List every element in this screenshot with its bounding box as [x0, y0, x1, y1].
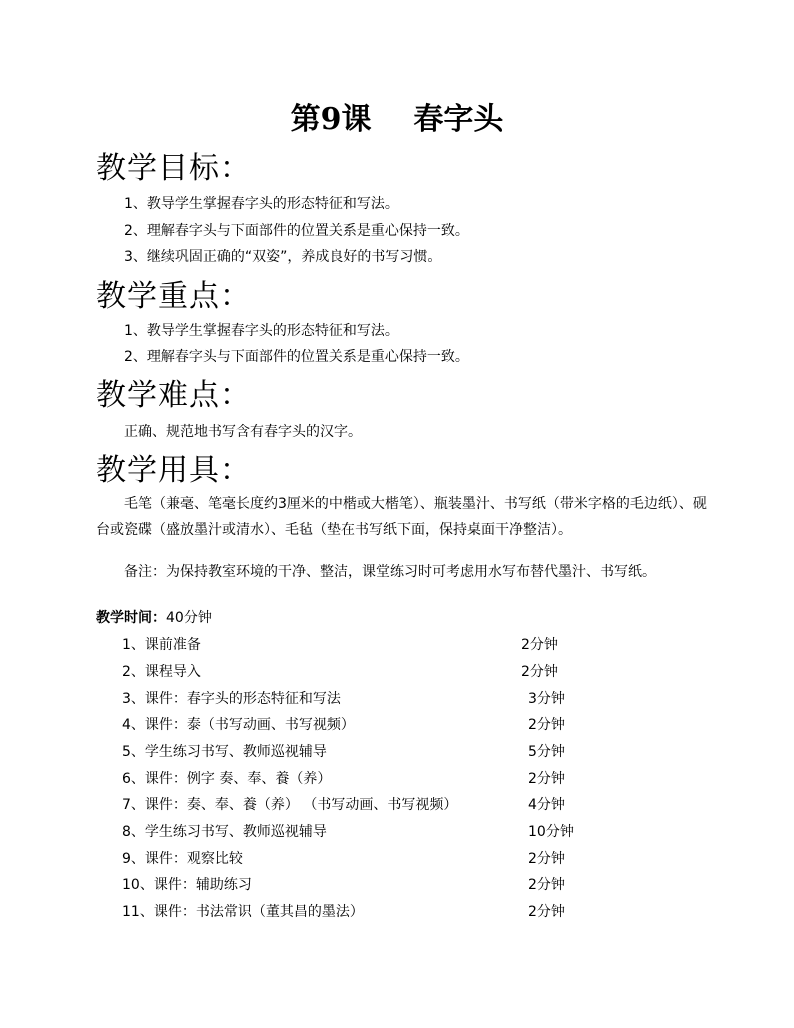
schedule-row	[122, 849, 582, 869]
schedule-duration: 3分钟	[528, 691, 565, 707]
schedule-duration: 2分钟	[528, 851, 565, 867]
schedule-duration: 2分钟	[521, 664, 558, 680]
schedule-row	[122, 902, 582, 922]
key-points-heading: 教学重点：	[96, 279, 251, 314]
schedule-task: 2、课程导入	[122, 664, 201, 680]
schedule-task: 6、课件：例字 奏、奉、養（养）	[122, 771, 332, 787]
schedule-task: 10、课件：辅助练习	[122, 877, 252, 893]
lesson-title: 第9课 春字头	[290, 102, 504, 137]
schedule-task: 7、课件：奏、奉、養（养） （书写动画、书写视频）	[122, 797, 458, 813]
schedule-task: 5、学生练习书写、教师巡视辅导	[122, 744, 327, 760]
difficulties-heading: 教学难点：	[96, 378, 251, 413]
schedule-duration: 2分钟	[528, 904, 565, 920]
schedule-row	[122, 635, 582, 655]
schedule-duration: 2分钟	[528, 771, 565, 787]
schedule-row	[122, 875, 582, 895]
schedule-row	[122, 689, 582, 709]
teaching-time-label: 教学时间：	[96, 610, 166, 626]
tools-note: 备注：为保持教室环境的干净、整洁，课堂练习时可考虑用水写布替代墨汁、书写纸。	[124, 564, 656, 580]
schedule-duration: 2分钟	[528, 877, 565, 893]
schedule-duration: 2分钟	[521, 637, 558, 653]
goal-item-2: 2、理解春字头与下面部件的位置关系是重心保持一致。	[124, 223, 469, 239]
tools-text: 毛笔（兼毫、笔毫长度约3厘米的中楷或大楷笔）、瓶装墨汁、书写纸（带米字格的毛边纸）、砚台或瓷碟（盛放墨汁或清水）、毛毡（垫在书写纸下面，保持桌面干净整洁）。	[96, 496, 707, 538]
goals-heading: 教学目标：	[96, 151, 251, 186]
schedule-row	[122, 822, 582, 842]
schedule-task: 4、课件：泰（书写动画、书写视频）	[122, 717, 355, 733]
schedule-task: 3、课件：春字头的形态特征和写法	[122, 691, 341, 707]
tools-heading: 教学用具：	[96, 453, 251, 488]
teaching-time	[96, 608, 212, 628]
key-point-item-2: 2、理解春字头与下面部件的位置关系是重心保持一致。	[124, 349, 469, 365]
schedule-duration: 5分钟	[528, 744, 565, 760]
schedule-row	[122, 769, 582, 789]
schedule-row	[122, 742, 582, 762]
schedule-row	[122, 715, 582, 735]
goal-item-3: 3、继续巩固正确的“双姿”，养成良好的书写习惯。	[124, 249, 442, 265]
difficulties-text: 正确、规范地书写含有春字头的汉字。	[124, 424, 362, 440]
schedule-task: 9、课件：观察比较	[122, 851, 243, 867]
schedule-row	[122, 795, 582, 815]
schedule-duration: 10分钟	[528, 824, 574, 840]
schedule-task: 1、课前准备	[122, 637, 201, 653]
schedule-task: 11、课件：书法常识（董其昌的墨法）	[122, 904, 364, 920]
key-point-item-1: 1、教导学生掌握春字头的形态特征和写法。	[124, 323, 399, 339]
schedule-row	[122, 662, 582, 682]
schedule-duration: 4分钟	[528, 797, 565, 813]
schedule-task: 8、学生练习书写、教师巡视辅导	[122, 824, 327, 840]
goal-item-1: 1、教导学生掌握春字头的形态特征和写法。	[124, 196, 399, 212]
teaching-time-value: 40分钟	[166, 610, 212, 626]
schedule-duration: 2分钟	[528, 717, 565, 733]
